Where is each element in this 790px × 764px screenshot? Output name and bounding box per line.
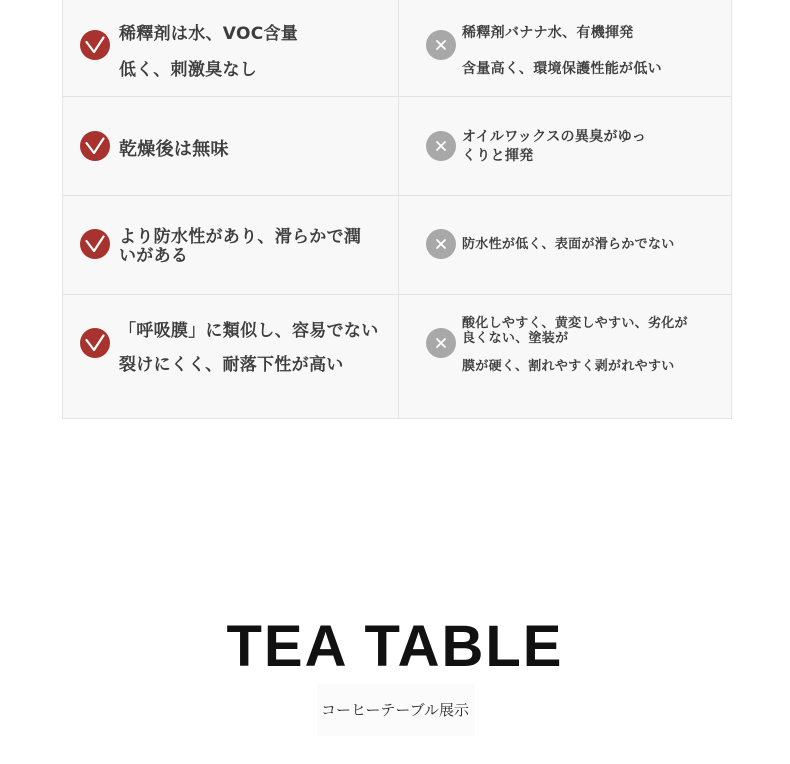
advantage-cell bbox=[63, 196, 398, 294]
section-title: TEA TABLE bbox=[226, 614, 564, 679]
comparison-row bbox=[63, 195, 731, 294]
disadvantage-line: 酸化しやすく、黄変しやすい、劣化が bbox=[462, 316, 688, 331]
disadvantage-line: 良くない、塗装が bbox=[462, 331, 569, 346]
comparison-row bbox=[63, 96, 731, 195]
comparison-row bbox=[63, 0, 731, 96]
advantage-line: 低く、刺激臭なし bbox=[119, 60, 258, 80]
advantage-cell bbox=[63, 97, 398, 195]
advantage-line: 裂けにくく、耐落下性が高い bbox=[119, 355, 344, 375]
check-icon bbox=[80, 131, 110, 161]
disadvantage-line: 含量高く、環境保護性能が低い bbox=[462, 61, 662, 77]
advantage-line: いがある bbox=[119, 246, 189, 266]
section-subtitle: コーヒーテーブル展示 bbox=[320, 701, 470, 719]
advantage-line: 乾燥後は無味 bbox=[119, 139, 229, 160]
cross-icon bbox=[426, 229, 456, 259]
disadvantage-cell bbox=[398, 0, 731, 96]
cross-icon bbox=[426, 30, 456, 60]
check-icon bbox=[80, 229, 110, 259]
advantage-cell bbox=[63, 295, 398, 419]
check-icon bbox=[80, 328, 110, 358]
check-icon bbox=[80, 30, 110, 60]
disadvantage-line: 防水性が低く、表面が滑らかでない bbox=[462, 237, 675, 252]
cross-icon bbox=[426, 328, 456, 358]
disadvantage-line: 膜が硬く、割れやすく剥がれやすい bbox=[462, 359, 675, 374]
disadvantage-line: 稀釋剤バナナ水、有機揮発 bbox=[462, 25, 634, 41]
disadvantage-cell bbox=[398, 196, 731, 294]
disadvantage-line: くりと揮発 bbox=[462, 148, 534, 164]
disadvantage-cell bbox=[398, 97, 731, 195]
disadvantage-line: オイルワックスの異臭がゆっ bbox=[462, 129, 647, 145]
comparison-table bbox=[62, 0, 732, 419]
advantage-line: 「呼吸膜」に類似し、容易でない bbox=[119, 321, 379, 341]
comparison-row bbox=[63, 294, 731, 419]
disadvantage-cell bbox=[398, 295, 731, 419]
advantage-line: より防水性があり、滑らかで潤 bbox=[119, 227, 362, 247]
advantage-cell bbox=[63, 0, 398, 96]
cross-icon bbox=[426, 131, 456, 161]
advantage-line: 稀釋剤は水、VOC含量 bbox=[119, 24, 299, 44]
